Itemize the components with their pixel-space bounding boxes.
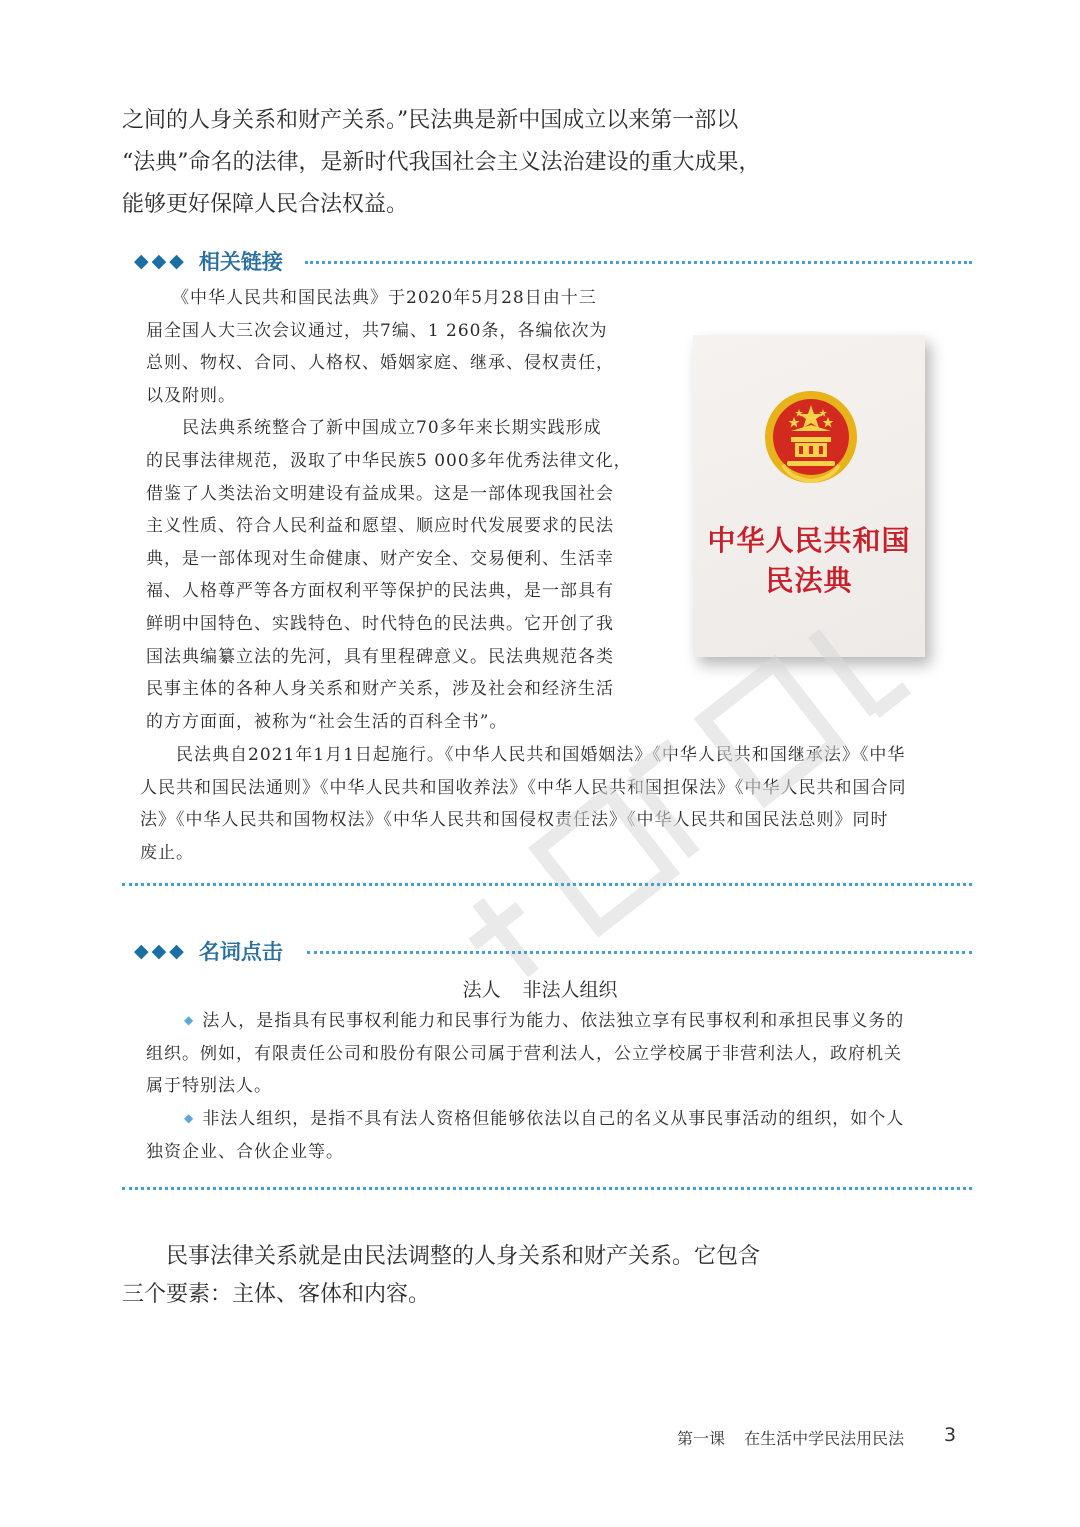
body-line: 借鉴了人类法治文明建设有益成果。这是一部体现我国社会 — [146, 483, 614, 504]
closing-line-1: 民事法律关系就是由民法调整的人身关系和财产关系。它包含 — [166, 1244, 761, 1269]
body-line: 典，是一部体现对生命健康、财产安全、交易便利、生活幸 — [146, 548, 614, 569]
body-line: 主义性质、符合人民利益和愿望、顺应时代发展要求的民法 — [146, 516, 614, 537]
term-name: 非法人组织 — [522, 979, 618, 1001]
definition-line: 法人，是指具有民事权利能力和民事行为能力、依法独立享有民事权利和承担民事义务的 — [202, 1011, 905, 1031]
term-header — [134, 936, 283, 966]
section-divider-dotted — [307, 951, 972, 954]
body-line: 国法典编纂立法的先河，具有里程碑意义。民法典规范各类 — [146, 646, 614, 667]
intro-line-3: 能够更好保障人民合法权益。 — [122, 192, 409, 217]
civil-code-book-cover — [693, 335, 925, 657]
body-line: 的民事法律规范，汲取了中华民族5 000多年优秀法律文化， — [146, 450, 632, 471]
body-line: 民事主体的各种人身关系和财产关系，涉及社会和经济生活 — [146, 679, 614, 700]
book-title-line-1: 中华人民共和国 — [707, 524, 911, 557]
term-name: 法人 — [462, 979, 501, 1001]
definition-line: 属于特别法人。 — [146, 1076, 272, 1097]
body-line: 总则、物权、合同、人格权、婚姻家庭、继承、侵权责任， — [146, 353, 614, 374]
diamond-marker-icon: ◆◆◆ — [134, 940, 187, 962]
body-line: 法》《中华人民共和国物权法》《中华人民共和国侵权责任法》《中华人民共和国民法总则》同时 — [140, 810, 889, 831]
intro-paragraph — [122, 100, 782, 226]
diamond-marker-icon: ◆◆◆ — [134, 250, 187, 272]
bullet-diamond-icon: ◆ — [184, 1013, 195, 1027]
footer-lesson-title: 在生活中学民法用民法 — [744, 1429, 905, 1448]
book-title-line-2: 民法典 — [765, 564, 853, 597]
intro-line-1: 之间的人身关系和财产关系。”民法典是新中国成立以来第一部以 — [122, 108, 739, 133]
body-line: 人民共和国民法通则》《中华人民共和国收养法》《中华人民共和国担保法》《中华人民共和国合同 — [140, 777, 907, 798]
definition-line: 组织。例如，有限责任公司和股份有限公司属于营利法人，公立学校属于非营利法人，政府机关 — [146, 1043, 902, 1064]
footer-lesson: 第一课 — [677, 1429, 726, 1448]
related-link-title: 相关链接 — [198, 250, 283, 274]
body-line: 鲜明中国特色、实践特色、时代特色的民法典。它开创了我 — [146, 613, 614, 634]
section-divider-dotted — [122, 1187, 972, 1190]
page-number: 3 — [944, 1424, 957, 1446]
closing-line-2: 三个要素：主体、客体和内容。 — [122, 1282, 431, 1307]
body-line: 废止。 — [140, 842, 194, 863]
body-line: 《中华人民共和国民法典》于2020年5月28日由十三 — [172, 288, 597, 308]
bullet-diamond-icon: ◆ — [184, 1111, 195, 1125]
related-link-body — [146, 282, 632, 738]
related-link-body-full — [140, 739, 907, 869]
body-line: 福、人格尊严等各方面权利平等保护的民法典，是一部具有 — [146, 581, 614, 602]
closing-paragraph — [122, 1238, 822, 1314]
term-names — [0, 975, 1080, 1002]
body-line: 届全国人大三次会议通过，共7编、1 260条，各编依次为 — [146, 320, 608, 341]
term-title: 名词点击 — [198, 940, 283, 964]
body-line: 民法典自2021年1月1日起施行。《中华人民共和国婚姻法》《中华人民共和国继承法》《中华 — [176, 745, 906, 765]
related-link-header — [134, 246, 283, 276]
intro-line-2: “法典”命名的法律，是新时代我国社会主义法治建设的重大成果， — [122, 150, 761, 175]
definition-legal-person — [146, 1004, 956, 1103]
body-line: 民法典系统整合了新中国成立70多年来长期实践形成 — [182, 418, 602, 439]
body-line: 以及附则。 — [146, 385, 236, 406]
body-line: 的方方面面，被称为“社会生活的百科全书”。 — [146, 711, 508, 732]
definition-unincorporated — [146, 1102, 956, 1168]
section-divider-dotted — [305, 261, 972, 264]
national-emblem-icon — [761, 387, 861, 487]
definition-line: 非法人组织，是指不具有法人资格但能够依法以自己的名义从事民事活动的组织，如个人 — [202, 1109, 905, 1129]
definition-line: 独资企业、合伙企业等。 — [146, 1141, 344, 1162]
page-footer — [677, 1426, 904, 1449]
section-divider-dotted — [122, 883, 972, 886]
